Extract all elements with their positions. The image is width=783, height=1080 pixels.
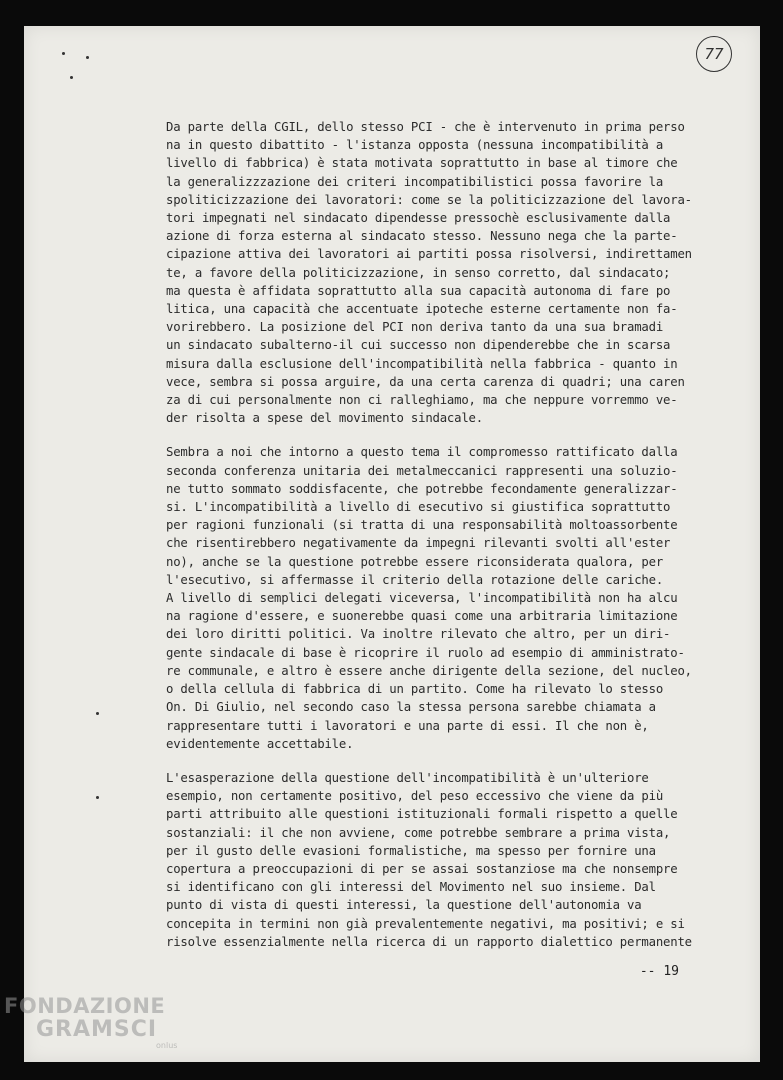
text-line: Da parte della CGIL, dello stesso PCI - che è intervenuto in prima perso: [166, 120, 685, 134]
text-line: te, a favore della politicizzazione, in senso corretto, dal sindacato;: [166, 265, 671, 280]
text-line: der risolta a spese del movimento sindacale.: [166, 411, 483, 426]
text-line: L'esasperazione della questione dell'incompatibilità è un'ulteriore: [166, 770, 649, 785]
text-line: parti attribuito alle questioni istituzionali formali rispetto a quelle: [166, 807, 678, 822]
text-line: vorirebbero. La posizione del PCI non deriva tanto da una sua bramadi: [166, 320, 664, 335]
text-line: per il gusto delle evasioni formalistiche, ma spesso per fornire una: [166, 843, 656, 858]
paragraph: [166, 118, 714, 427]
paragraph: [166, 769, 714, 951]
document-page: [24, 26, 760, 1062]
margin-mark: [86, 56, 89, 59]
text-line: evidentemente accettabile.: [166, 736, 354, 751]
margin-mark: [96, 796, 99, 799]
margin-mark: [96, 712, 99, 715]
margin-mark: [70, 76, 73, 79]
text-line: concepita in termini non già prevalentemente negativi, ma positivi; e si: [166, 916, 685, 931]
paragraph: [166, 443, 714, 752]
text-line: ne tutto sommato soddisfacente, che potrebbe fecondamente generalizzar-: [166, 481, 678, 496]
text-line: ma questa è affidata soprattutto alla sua capacità autonoma di fare po: [166, 283, 671, 298]
text-line: rappresentare tutti i lavoratori e una parte di essi. Il che non è,: [166, 718, 649, 733]
text-line: punto di vista di questi interessi, la questione dell'autonomia va: [166, 898, 642, 913]
text-line: misura dalla esclusione dell'incompatibilità nella fabbrica - quanto in: [166, 356, 678, 371]
text-line: azione di forza esterna al sindacato stesso. Nessuno nega che la parte-: [166, 229, 678, 244]
text-line: si identificano con gli interessi del Movimento nel suo insieme. Dal: [166, 880, 656, 895]
watermark-line-3: onlus: [156, 1041, 178, 1050]
watermark-line-2: GRAMSCI: [36, 1017, 158, 1042]
text-line: si. L'incompatibilità a livello di esecutivo si giustifica soprattutto: [166, 500, 671, 515]
margin-mark: [62, 52, 65, 55]
text-line: re communale, e altro è essere anche dirigente della sezione, del nucleo,: [166, 663, 692, 678]
text-line: cipazione attiva dei lavoratori ai partiti possa risolversi, indirettamen: [166, 247, 692, 262]
watermark-logo: [4, 996, 177, 1050]
text-line: A livello di semplici delegati viceversa, l'incompatibilità non ha alcu: [166, 591, 678, 606]
archive-page-number: 77: [696, 36, 732, 72]
document-body: [166, 118, 714, 951]
text-line: un sindacato subalterno-il cui successo non dipenderebbe che in scarsa: [166, 338, 671, 353]
text-line: seconda conferenza unitaria dei metalmeccanici rappresenti una soluzio-: [166, 463, 678, 478]
text-line: la generalizzzazione dei criteri incompatibilistici possa favorire la: [166, 174, 664, 189]
text-line: vece, sembra si possa arguire, da una certa carenza di quadri; una caren: [166, 374, 685, 389]
text-line: per ragioni funzionali (si tratta di una responsabilità moltoassorbente: [166, 518, 678, 533]
text-line: sostanziali: il che non avviene, come potrebbe sembrare a prima vista,: [166, 825, 671, 840]
text-line: no), anche se la questione potrebbe essere riconsiderata qualora, per: [166, 554, 664, 569]
text-line: tori impegnati nel sindacato dipendesse pressochè esclusivamente dalla: [166, 211, 671, 226]
text-line: risolve essenzialmente nella ricerca di un rapporto dialettico permanente: [166, 934, 692, 949]
text-line: na ragione d'essere, e suonerebbe quasi come una arbitraria limitazione: [166, 609, 678, 624]
watermark-line-1: FONDAZIONE: [4, 994, 166, 1018]
text-line: Sembra a noi che intorno a questo tema il compromesso rattificato dalla: [166, 445, 678, 460]
page-number: -- 19: [639, 964, 679, 979]
text-line: spoliticizzazione dei lavoratori: come se la politicizzazione del lavora-: [166, 192, 692, 207]
text-line: na in questo dibattito - l'istanza opposta (nessuna incompatibilità a: [166, 138, 664, 153]
text-line: o della cellula di fabbrica di un partito. Come ha rilevato lo stesso: [166, 682, 664, 697]
text-line: che risentirebbero negativamente da impegni rilevanti svolti all'ester: [166, 536, 671, 551]
text-line: livello di fabbrica) è stata motivata soprattutto in base al timore che: [166, 156, 678, 171]
text-line: l'esecutivo, si affermasse il criterio della rotazione delle cariche.: [166, 572, 664, 587]
text-line: On. Di Giulio, nel secondo caso la stessa persona sarebbe chiamata a: [166, 700, 656, 715]
text-line: esempio, non certamente positivo, del peso eccessivo che viene da più: [166, 789, 664, 804]
text-line: copertura a preoccupazioni di per se assai sostanziose ma che nonsempre: [166, 861, 678, 876]
text-line: dei loro diritti politici. Va inoltre rilevato che altro, per un diri-: [166, 627, 671, 642]
text-line: za di cui personalmente non ci ralleghiamo, ma che neppure vorremmo ve-: [166, 393, 678, 408]
text-line: litica, una capacità che accentuate ipoteche esterne certamente non fa-: [166, 302, 678, 317]
text-line: gente sindacale di base è ricoprire il ruolo ad esempio di amministrato-: [166, 645, 685, 660]
